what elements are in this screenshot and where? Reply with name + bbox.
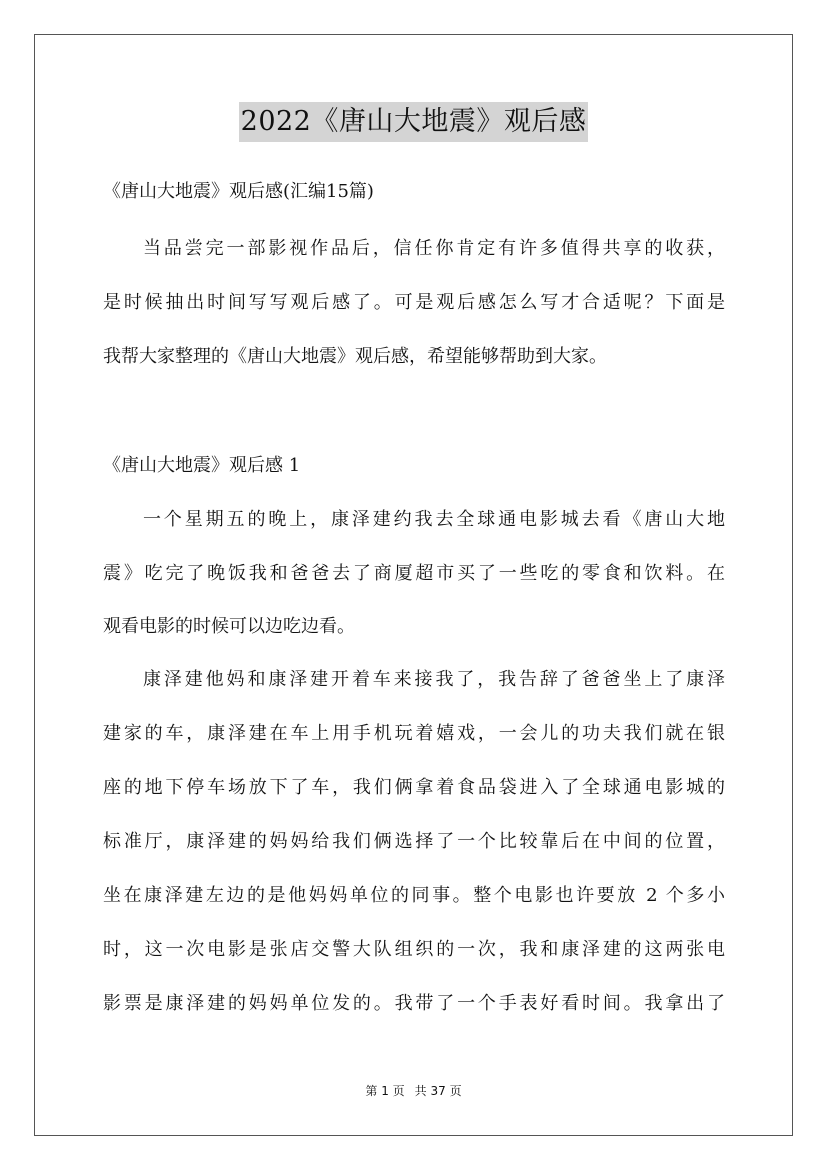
intro-line: 是时候抽出时间写写观后感了。可是观后感怎么写才合适呢？下面是 (103, 292, 725, 313)
document-subtitle: 《唐山大地震》观后感(汇编15篇) (103, 181, 374, 202)
section-heading: 《唐山大地震》观后感 1 (103, 455, 301, 476)
paragraph-line: 时，这一次电影是张店交警大队组织的一次，我和康泽建的这两张电 (103, 939, 725, 960)
paragraph-line: 一个星期五的晚上，康泽建约我去全球通电影城去看《唐山大地 (143, 509, 725, 530)
paragraph-line: 康泽建他妈和康泽建开着车来接我了，我告辞了爸爸坐上了康泽 (143, 669, 725, 690)
intro-line: 我帮大家整理的《唐山大地震》观后感，希望能够帮助到大家。 (103, 346, 607, 367)
paragraph-line: 座的地下停车场放下了车，我们俩拿着食品袋进入了全球通电影城的 (103, 777, 725, 798)
paragraph-line: 建家的车，康泽建在车上用手机玩着嬉戏，一会儿的功夫我们就在银 (103, 723, 725, 744)
paragraph-line: 标准厅，康泽建的妈妈给我们俩选择了一个比较靠后在中间的位置， (103, 831, 725, 852)
title-container (0, 102, 827, 142)
paragraph-line: 影票是康泽建的妈妈单位发的。我带了一个手表好看时间。我拿出了 (103, 993, 725, 1014)
document-title: 2022《唐山大地震》观后感 (239, 102, 589, 142)
paragraph-line: 观看电影的时候可以边吃边看。 (103, 616, 355, 637)
page-number: 第 1 页 (365, 1084, 405, 1098)
paragraph-line: 震》吃完了晚饭我和爸爸去了商厦超市买了一些吃的零食和饮料。在 (103, 563, 725, 584)
intro-line: 当品尝完一部影视作品后，信任你肯定有许多值得共享的收获， (143, 238, 725, 259)
page-footer (0, 1082, 827, 1100)
page-total: 共 37 页 (414, 1084, 462, 1098)
paragraph-line: 坐在康泽建左边的是他妈妈单位的同事。整个电影也许要放 2 个多小 (103, 885, 725, 906)
